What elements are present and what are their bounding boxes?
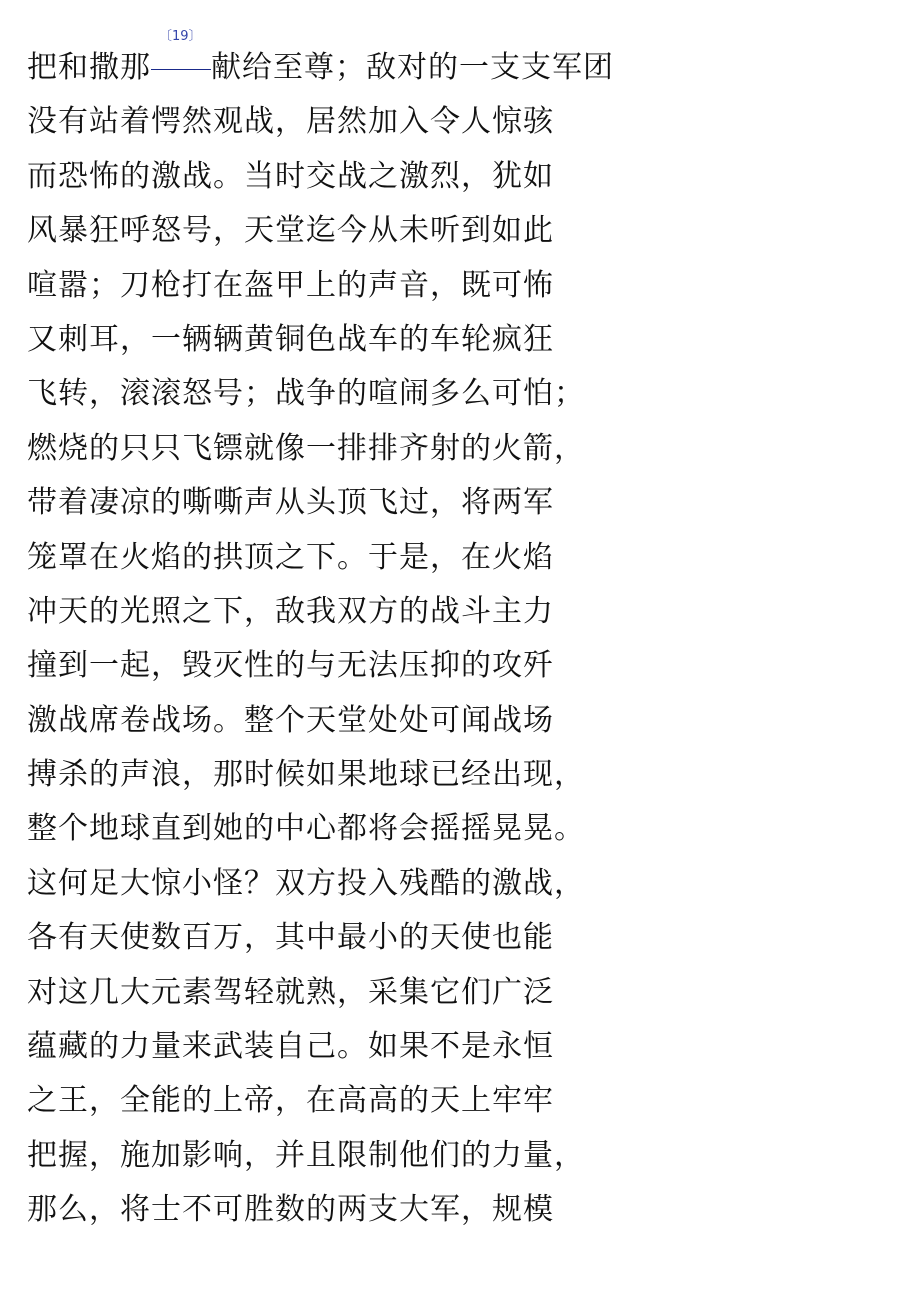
- text-line: 燃烧的只只飞镖就像一排排齐射的火箭，: [27, 430, 585, 466]
- text-line: 整个地球直到她的中心都将会摇摇晃晃。: [27, 811, 585, 847]
- text-line: 飞转，滚滚怒号；战争的喧闹多么可怕；: [27, 376, 585, 412]
- text-line: 各有天使数百万，其中最小的天使也能: [27, 920, 554, 956]
- text-line: 喧嚣；刀枪打在盔甲上的声音，既可怖: [27, 267, 554, 303]
- text-line: 带着凄凉的嘶嘶声从头顶飞过，将两军: [27, 485, 554, 521]
- footnote-reference-label[interactable]: 〔19〕: [159, 29, 202, 44]
- text-line: 风暴狂呼怒号，天堂迄今从未听到如此: [27, 213, 554, 249]
- text-line: 撞到一起，毁灭性的与无法压抑的攻歼: [27, 648, 554, 684]
- text-line: 又刺耳，一辆辆黄铜色战车的车轮疯狂: [27, 321, 554, 357]
- text-line: 激战席卷战场。整个天堂处处可闻战场: [27, 702, 554, 738]
- text-line: 没有站着愕然观战，居然加入令人惊骇: [27, 104, 554, 140]
- text-line: 冲天的光照之下，敌我双方的战斗主力: [27, 593, 554, 629]
- footnote-reference-link[interactable]: [151, 29, 211, 95]
- text-body: [27, 29, 887, 1238]
- text-line: 之王，全能的上帝，在高高的天上牢牢: [27, 1083, 554, 1119]
- text-line: 而恐怖的激战。当时交战之激烈，犹如: [27, 158, 554, 194]
- text-line-1-before: 把和撒那: [27, 50, 151, 85]
- text-line: 对这几大元素驾轻就熟，采集它们广泛: [27, 974, 554, 1010]
- footnote-underline: [151, 69, 211, 70]
- text-line: 那么，将士不可胜数的两支大军，规模: [27, 1192, 554, 1228]
- text-line: 搏杀的声浪，那时候如果地球已经出现，: [27, 757, 585, 793]
- text-line: 把握，施加影响，并且限制他们的力量，: [27, 1137, 585, 1173]
- text-line-1: [27, 29, 887, 95]
- text-line: 蕴藏的力量来武装自己。如果不是永恒: [27, 1029, 554, 1065]
- text-line: 笼罩在火焰的拱顶之下。于是，在火焰: [27, 539, 554, 575]
- text-line-1-after: 献给至尊；敌对的一支支军团: [211, 50, 614, 85]
- text-line: 这何足大惊小怪？双方投入残酷的激战，: [27, 865, 585, 901]
